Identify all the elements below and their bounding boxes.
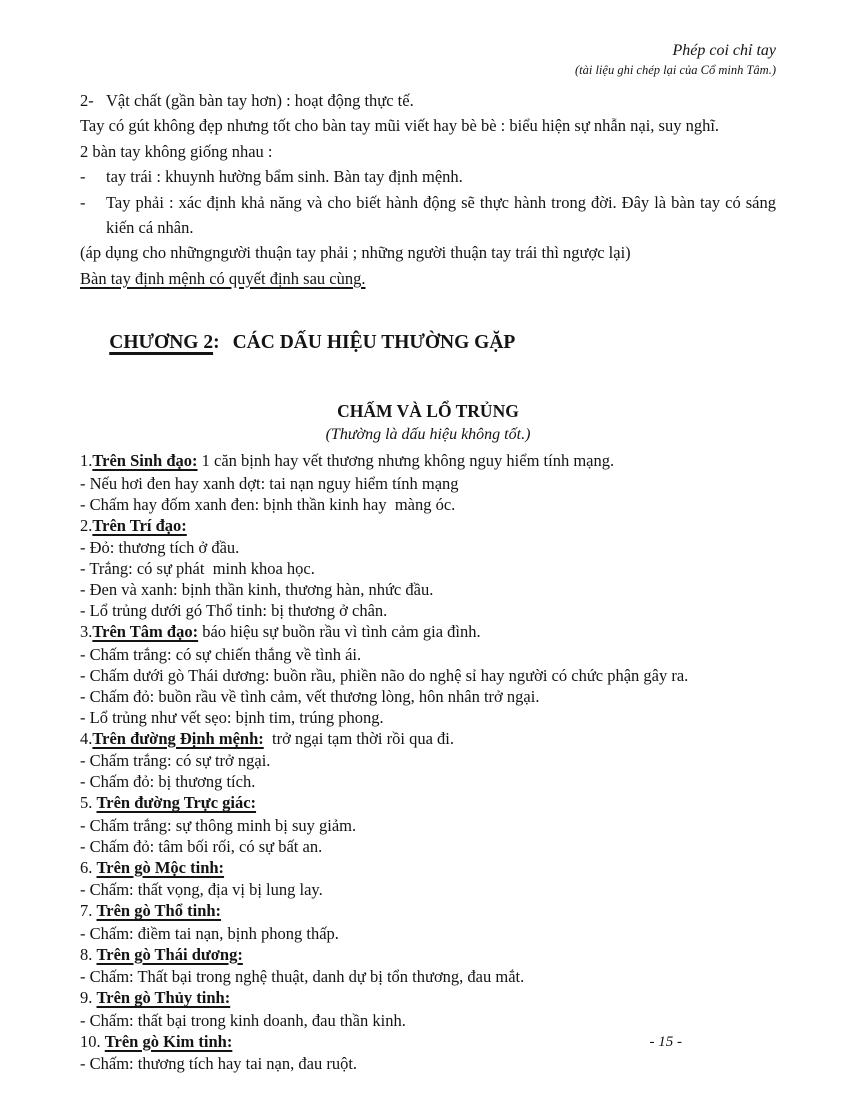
list-item-heading-6 (80, 857, 776, 880)
list-item-heading-2 (80, 515, 776, 538)
item-title: Trên Sinh đạo: (92, 451, 198, 471)
list-bullet: - Chấm: điềm tai nạn, bịnh phong thấp. (80, 923, 339, 943)
list-item-heading-1 (80, 450, 776, 473)
list-bullet: - Chấm hay đốm xanh đen: bịnh thần kinh hay màng óc. (80, 494, 456, 514)
page-number: - 15 - (649, 1034, 682, 1050)
section-title: CHẤM VÀ LỔ TRỦNG (337, 401, 519, 422)
list-bullet: - Chấm đỏ: buồn rầu về tình cảm, vết thương lòng, hôn nhân trở ngại. (80, 686, 540, 706)
header-title: Phép coi chỉ tay (672, 42, 776, 59)
item-tail: trở ngại tạm thời rồi qua đi. (263, 728, 454, 748)
item-tail: báo hiệu sự buồn rầu vì tình cảm gia đình. (198, 622, 481, 642)
list-bullet: - Đỏ: thương tích ở đầu. (80, 538, 240, 558)
list-bullet: - Chấm trắng: sự thông minh bị suy giảm. (80, 815, 357, 835)
list-bullet: - Chấm trắng: có sự trở ngại. (80, 751, 271, 771)
item-tail: 1 căn bịnh hay vết thương nhưng không nguy hiểm tính mạng. (197, 451, 615, 471)
page-content (80, 42, 776, 1074)
intro-bullet-left-hand (80, 164, 776, 189)
intro-note: (áp dụng cho nhữngngười thuận tay phải ; những người thuận tay trái thì ngược lại) (80, 243, 631, 263)
list-bullet: - Chấm đỏ: tâm bối rối, có sự bất an. (80, 836, 323, 856)
list-bullet: - Chấm trắng: có sự chiến thắng về tình ái. (80, 644, 362, 664)
intro-paragraph-hands: 2 bàn tay không giống nhau : (80, 141, 273, 161)
item-number: 9. (80, 988, 97, 1008)
item-title: Trên gò Thái dương: (96, 944, 243, 964)
item-number: 6. (80, 857, 97, 877)
intro-paragraph-gut: Tay có gút không đẹp nhưng tốt cho bàn tay mũi viết hay bè bè : biểu hiện sự nhẫn nại, suy nghĩ. (80, 116, 720, 136)
item-title: Trên đường Định mệnh: (92, 728, 264, 748)
intro-section (80, 88, 776, 291)
list-bullet: - Chấm: thương tích hay tai nạn, đau ruột. (80, 1054, 358, 1074)
item-title: Trên gò Thổ tinh: (96, 901, 222, 921)
chapter-label: CHƯƠNG 2 (109, 332, 214, 354)
item-title: Trên gò Kim tinh: (104, 1031, 233, 1051)
list-bullet: - Nếu hơi đen hay xanh dợt: tai nạn nguy hiểm tính mạng (80, 473, 459, 493)
item-number: 8. (80, 944, 97, 964)
list-bullet: - Chấm: thất vọng, địa vị bị lung lay. (80, 880, 323, 900)
item-title: Trên đường Trực giác: (96, 793, 257, 813)
list-item-heading-3 (80, 621, 776, 644)
bullet-right-text: Tay phải : xác định khả năng và cho biết hành động sẽ thực hành trong đời. Đây là bàn tay có sáng kiến cá nhân. (106, 192, 776, 238)
intro-conclusion: Bàn tay định mệnh có quyết định sau cùng. (80, 268, 366, 288)
page-header (80, 42, 776, 78)
chapter-colon: : (213, 332, 220, 354)
intro-item-text: Vật chất (gần bàn tay hơn) : hoạt động thực tế. (106, 91, 414, 110)
list-item-heading-7 (80, 900, 776, 923)
list-item-heading-8 (80, 944, 776, 967)
item-number: 5. (80, 793, 97, 813)
item-number: 7. (80, 901, 97, 921)
list-bullet: - Chấm: thất bại trong kinh doanh, đau thần kinh. (80, 1010, 406, 1030)
list-bullet: - Chấm: Thất bại trong nghệ thuật, danh dự bị tổn thương, đau mắt. (80, 967, 525, 987)
list-bullet: - Đen và xanh: bịnh thần kinh, thương hàn, nhức đầu. (80, 580, 434, 600)
intro-bullet-right-hand (80, 190, 776, 241)
item-title: Trên gò Mộc tinh: (96, 857, 225, 877)
dash-marker: - (80, 192, 86, 212)
item-title: Trên gò Thủy tinh: (96, 988, 231, 1008)
item-marker: 2- (80, 91, 94, 110)
list-bullet: - Trắng: có sự phát minh khoa học. (80, 559, 315, 579)
item-number: 4. (80, 728, 93, 748)
list-bullet: - Lổ trủng như vết sẹo: bịnh tim, trúng phong. (80, 707, 384, 727)
item-number: 10. (80, 1031, 105, 1051)
item-number: 1. (80, 451, 93, 471)
section-subtitle: (Thường là dấu hiệu không tốt.) (325, 426, 531, 444)
intro-numbered-item (80, 88, 776, 113)
item-title: Trên Trí đạo: (92, 515, 187, 535)
header-subtitle: (tài liệu ghi chép lại của Cổ minh Tâm.) (574, 63, 776, 77)
item-number: 3. (80, 622, 93, 642)
list-item-heading-4 (80, 728, 776, 751)
bullet-left-text: tay trái : khuynh hường bẩm sinh. Bàn tay định mệnh. (106, 167, 463, 187)
dash-marker: - (80, 167, 86, 187)
chapter-heading (80, 304, 776, 382)
chapter-title: CÁC DẤU HIỆU THƯỜNG GẶP (232, 332, 516, 354)
list-bullet: - Chấm dưới gò Thái dương: buồn rầu, phiền não do nghệ sỉ hay người có chức phận gây ra. (80, 665, 689, 685)
list-item-heading-5 (80, 792, 776, 815)
item-number: 2. (80, 515, 93, 535)
item-title: Trên Tâm đạo: (92, 622, 199, 642)
signs-list (80, 450, 776, 1074)
list-item-heading-9 (80, 987, 776, 1010)
list-bullet: - Lổ trủng dưới gó Thổ tinh: bị thương ở chân. (80, 601, 388, 621)
list-bullet: - Chấm đỏ: bị thương tích. (80, 772, 256, 792)
